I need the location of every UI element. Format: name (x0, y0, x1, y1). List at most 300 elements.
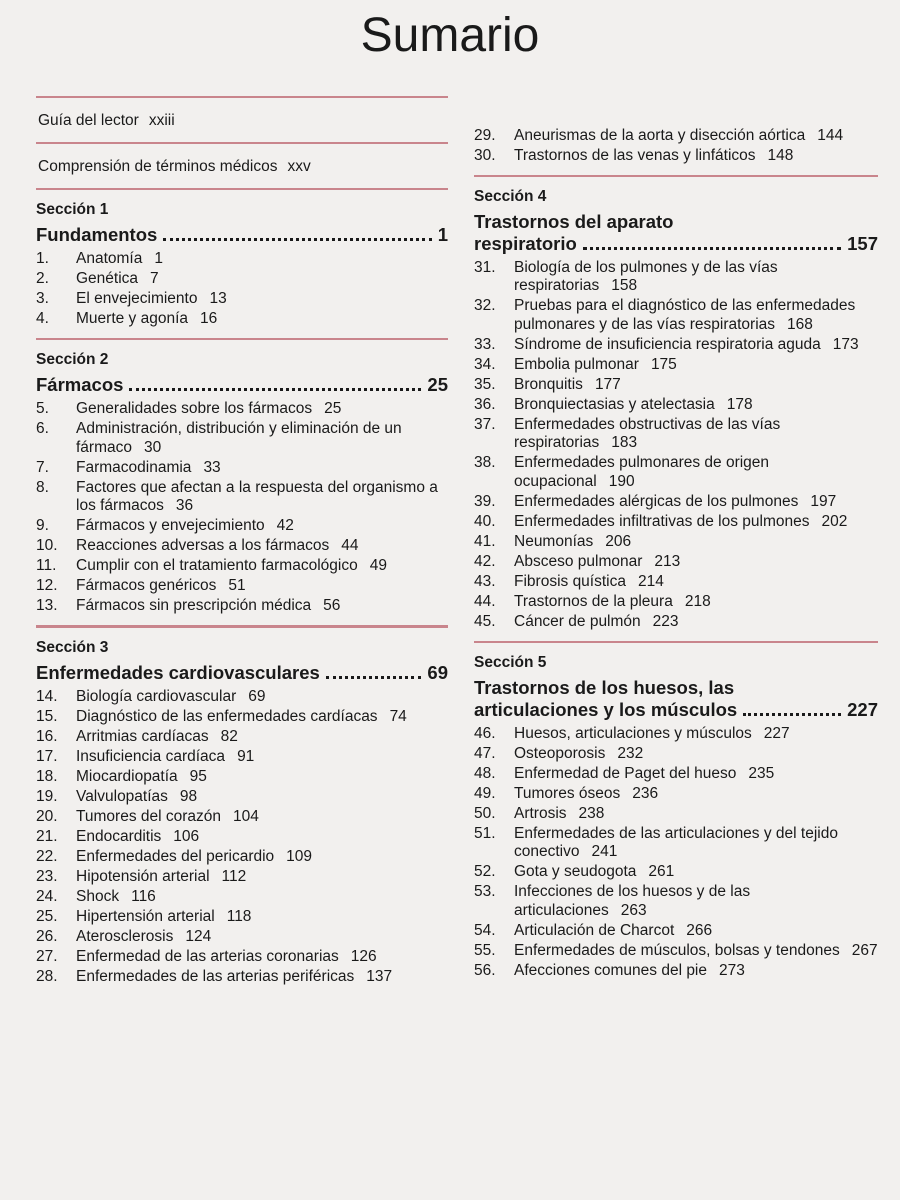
entry-text (76, 420, 448, 457)
entry-text (76, 908, 448, 927)
entry-title: Arritmias cardíacas (76, 728, 209, 745)
entry-page: 98 (179, 788, 198, 805)
entry-number: 22. (36, 848, 58, 865)
section-page: 227 (847, 698, 878, 720)
entry-text (514, 553, 878, 572)
entry-number: 32. (474, 297, 496, 314)
entry-number: 11. (36, 557, 57, 574)
entry-number: 6. (36, 420, 49, 437)
entry-title: Biología de los pulmones y de las vías respiratorias (514, 258, 778, 294)
entry-number: 55. (474, 941, 496, 959)
entry-page: 33 (203, 458, 221, 476)
section-title-line1: Trastornos de los huesos, las (474, 676, 735, 698)
entry-text (76, 577, 448, 596)
entry-page: 266 (686, 921, 713, 939)
entry-page: 175 (650, 355, 677, 373)
entry-text (76, 828, 448, 847)
toc-entry[interactable] (474, 863, 878, 882)
entry-title: Hipotensión arterial (76, 868, 210, 885)
entry-page: 118 (226, 908, 252, 925)
entry-page: 126 (350, 948, 377, 965)
entry-number: 35. (474, 375, 496, 393)
entry-page: 109 (286, 848, 313, 865)
entry-number: 44. (474, 592, 496, 610)
toc-guide[interactable] (36, 98, 448, 142)
toc-entry[interactable] (474, 922, 878, 941)
toc-entry[interactable] (36, 928, 448, 947)
section-title[interactable] (36, 374, 448, 396)
toc-entry[interactable] (36, 270, 448, 289)
toc-entry[interactable] (474, 454, 878, 491)
entry-text (76, 808, 448, 827)
entry-text (514, 942, 878, 961)
entry-number: 25. (36, 908, 58, 925)
entry-page: 69 (248, 688, 266, 705)
dot-leader (129, 388, 421, 391)
entry-title: Enfermedades infiltrativas de los pulmones (514, 512, 810, 530)
entry-title: Aneurismas de la aorta y disección aórtica (514, 126, 806, 144)
toc-entry[interactable] (36, 310, 448, 329)
entry-page: 51 (228, 577, 246, 594)
entry-page: 106 (173, 828, 200, 845)
entry-number: 23. (36, 868, 58, 885)
toc-entry[interactable] (36, 688, 448, 707)
section-label: Sección 1 (36, 201, 109, 218)
entry-list (36, 250, 448, 329)
entry-page: 263 (620, 901, 647, 919)
toc-entry[interactable] (474, 962, 878, 981)
entry-text (76, 400, 448, 419)
toc-terms-page: xxv (287, 158, 311, 175)
entry-page: 214 (637, 572, 664, 590)
toc-entry[interactable] (474, 493, 878, 512)
entry-page: 267 (851, 941, 878, 959)
entry-title: Enfermedad de Paget del hueso (514, 764, 737, 782)
toc-entry[interactable] (474, 825, 878, 862)
entry-page: 236 (632, 784, 659, 802)
entry-text (76, 788, 448, 807)
entry-title: Embolia pulmonar (514, 355, 639, 373)
entry-page: 112 (221, 868, 247, 885)
entry-title: Hipertensión arterial (76, 908, 215, 925)
entry-page: 144 (817, 126, 844, 144)
toc-entry[interactable] (474, 356, 878, 375)
entry-title: Enfermedades de las arterias periféricas (76, 968, 355, 985)
section-title-line1: Trastornos del aparato (474, 210, 674, 232)
entry-title: Enfermedades de las articulaciones y del tejido conectivo (514, 824, 838, 860)
toc-entry[interactable] (36, 708, 448, 727)
entry-title: Fármacos genéricos (76, 577, 217, 594)
entry-title: Genética (76, 270, 139, 287)
entry-text (514, 745, 878, 764)
toc-entry[interactable] (36, 868, 448, 887)
entry-text (514, 297, 878, 334)
entry-text (76, 270, 448, 289)
entry-text (76, 310, 448, 329)
toc-guide-page: xxiii (148, 112, 175, 129)
entry-title: Insuficiencia cardíaca (76, 748, 226, 765)
toc-entry[interactable] (474, 593, 878, 612)
toc-entry[interactable] (36, 728, 448, 747)
entry-number: 17. (36, 748, 58, 765)
entry-text (514, 493, 878, 512)
entry-title: Administración, distribución y eliminación de un fármaco (76, 420, 402, 456)
entry-title: Absceso pulmonar (514, 552, 643, 570)
entry-number: 3. (36, 290, 49, 307)
entry-text (76, 848, 448, 867)
entry-title: Valvulopatías (76, 788, 168, 805)
toc-entry[interactable] (474, 942, 878, 961)
entry-title: Tumores del corazón (76, 808, 222, 825)
dot-leader (326, 676, 422, 679)
section-title-line2: respiratorio (474, 232, 577, 254)
entry-number: 37. (474, 415, 496, 433)
entry-text (514, 922, 878, 941)
right-column (474, 96, 878, 982)
section-title-line2: articulaciones y los músculos (474, 698, 738, 720)
toc-entry[interactable] (474, 336, 878, 355)
toc-entry[interactable] (36, 250, 448, 269)
entry-number: 50. (474, 804, 496, 822)
entry-text (514, 513, 878, 532)
entry-number: 2. (36, 270, 49, 287)
entry-title: El envejecimiento (76, 290, 198, 307)
entry-page: 56 (323, 597, 341, 614)
entry-text (514, 883, 878, 920)
entry-text (514, 805, 878, 824)
entry-page: 238 (578, 804, 605, 822)
toc-guide-text: Guía del lector (38, 112, 139, 129)
page-title: Sumario (360, 9, 540, 62)
entry-number: 43. (474, 572, 496, 590)
entry-number: 28. (36, 968, 58, 985)
section-label: Sección 4 (474, 187, 547, 205)
section-title-text: Fármacos (36, 374, 124, 395)
entry-text (76, 748, 448, 767)
toc-entry[interactable] (474, 396, 878, 415)
entry-title: Enfermedades alérgicas de los pulmones (514, 492, 799, 510)
toc-entry[interactable] (474, 127, 878, 146)
toc-entry[interactable] (36, 828, 448, 847)
entry-text (514, 573, 878, 592)
entry-text (76, 597, 448, 616)
entry-page: 241 (591, 843, 618, 860)
entry-page: 261 (648, 863, 675, 880)
entry-page: 183 (611, 434, 638, 451)
entry-number: 29. (474, 126, 496, 144)
section-title-text: Enfermedades cardiovasculares (36, 662, 320, 683)
entry-text (76, 290, 448, 309)
entry-page: 232 (617, 744, 644, 762)
toc-entry[interactable] (474, 533, 878, 552)
divider (474, 175, 878, 177)
entry-list (36, 688, 448, 987)
entry-title: Trastornos de las venas y linfáticos (514, 146, 756, 164)
section-title-text: Fundamentos (36, 224, 158, 245)
entry-text (514, 376, 878, 395)
entry-number: 34. (474, 355, 496, 373)
entry-text (76, 479, 448, 516)
entry-page: 13 (209, 290, 227, 307)
toc-entry[interactable] (36, 908, 448, 927)
entry-title: Factores que afectan a la respuesta del organismo a los fármacos (76, 478, 438, 514)
entry-page: 82 (220, 728, 238, 745)
entry-page: 104 (233, 808, 259, 825)
entry-title: Osteoporosis (514, 744, 606, 762)
entry-text (76, 728, 448, 747)
entry-number: 41. (474, 532, 496, 550)
toc-entry[interactable] (36, 768, 448, 787)
toc-entry[interactable] (474, 805, 878, 824)
entry-text (514, 336, 878, 355)
toc-entry[interactable] (36, 577, 448, 596)
entry-title: Generalidades sobre los fármacos (76, 400, 313, 417)
entry-title: Fibrosis quística (514, 572, 626, 590)
entry-title: Huesos, articulaciones y músculos (514, 724, 752, 742)
entry-text (514, 356, 878, 375)
toc-entry[interactable] (36, 400, 448, 419)
entry-title: Enfermedades pulmonares de origen ocupacional (514, 454, 770, 490)
toc-entry[interactable] (36, 479, 448, 516)
entry-title: Artrosis (514, 804, 567, 822)
entry-page: 16 (200, 310, 218, 327)
entry-page: 95 (189, 768, 207, 785)
toc-entry[interactable] (474, 513, 878, 532)
entry-page: 173 (832, 335, 859, 353)
entry-page: 1 (154, 250, 163, 267)
entry-number: 18. (36, 768, 58, 785)
entry-number: 53. (474, 883, 496, 900)
entry-number: 12. (36, 577, 58, 594)
section-1 (36, 200, 448, 329)
entry-title: Pruebas para el diagnóstico de las enfermedades pulmonares y de las vías respiratorias (514, 297, 856, 333)
toc-entry[interactable] (474, 613, 878, 632)
entry-page: 42 (276, 517, 294, 534)
dot-leader (163, 238, 431, 241)
toc-terms[interactable] (36, 144, 448, 188)
entry-number: 47. (474, 744, 496, 762)
entry-page: 137 (366, 968, 393, 985)
entry-number: 49. (474, 784, 496, 802)
entry-number: 9. (36, 517, 49, 534)
section-label: Sección 3 (36, 639, 109, 656)
entry-list (474, 127, 878, 166)
entry-title: Infecciones de los huesos y de las articulaciones (514, 883, 751, 919)
entry-page: 190 (608, 472, 635, 490)
toc-entry[interactable] (36, 848, 448, 867)
toc-entry[interactable] (474, 147, 878, 166)
entry-title: Farmacodinamia (76, 458, 192, 476)
entry-title: Miocardiopatía (76, 768, 178, 785)
toc-entry[interactable] (36, 948, 448, 967)
entry-page: 25 (324, 400, 342, 417)
section-page: 69 (427, 662, 448, 683)
entry-text (514, 962, 878, 981)
entry-number: 5. (36, 400, 49, 417)
entry-page: 168 (787, 315, 813, 333)
toc-entry[interactable] (36, 597, 448, 616)
entry-page: 158 (611, 277, 638, 294)
section-title[interactable] (474, 211, 878, 255)
toc-entry[interactable] (474, 376, 878, 395)
left-column (36, 96, 448, 988)
entry-number: 40. (474, 512, 496, 530)
entry-title: Enfermedad de las arterias coronarias (76, 948, 339, 965)
entry-title: Enfermedades obstructivas de las vías respiratorias (514, 415, 781, 451)
entry-number: 7. (36, 458, 49, 476)
entry-page: 235 (748, 764, 775, 782)
entry-number: 26. (36, 928, 58, 945)
toc-entry[interactable] (36, 788, 448, 807)
toc-entry[interactable] (474, 765, 878, 784)
entry-text (76, 768, 448, 787)
entry-title: Gota y seudogota (514, 863, 637, 880)
entry-title: Fármacos sin prescripción médica (76, 597, 312, 614)
entry-list (36, 400, 448, 616)
entry-text (514, 785, 878, 804)
toc-entry[interactable] (36, 808, 448, 827)
entry-title: Endocarditis (76, 828, 162, 845)
toc-entry[interactable] (36, 517, 448, 536)
entry-number: 36. (474, 395, 496, 413)
entry-number: 20. (36, 808, 58, 825)
toc-entry[interactable] (474, 573, 878, 592)
dot-leader (743, 713, 841, 716)
entry-text (514, 396, 878, 415)
entry-text (76, 968, 448, 987)
entry-text (76, 517, 448, 536)
entry-title: Enfermedades de músculos, bolsas y tendones (514, 941, 840, 959)
entry-text (514, 613, 878, 632)
entry-text (514, 863, 878, 882)
toc-entry[interactable] (36, 748, 448, 767)
entry-number: 1. (36, 250, 49, 267)
entry-title: Trastornos de la pleura (514, 592, 673, 610)
section-title[interactable] (474, 677, 878, 721)
section-page: 157 (847, 232, 878, 254)
dot-leader (583, 247, 841, 250)
divider (36, 338, 448, 340)
toc-entry[interactable] (36, 459, 448, 478)
entry-title: Muerte y agonía (76, 310, 189, 327)
toc-entry[interactable] (474, 553, 878, 572)
entry-text (76, 557, 448, 576)
entry-page: 116 (131, 888, 156, 905)
entry-text (514, 259, 878, 296)
toc-entry[interactable] (474, 745, 878, 764)
entry-number: 15. (36, 708, 58, 725)
section-2 (36, 350, 448, 616)
entry-text (76, 888, 448, 907)
toc-entry[interactable] (36, 557, 448, 576)
entry-page: 30 (144, 438, 162, 456)
toc-entry[interactable] (36, 420, 448, 457)
toc-entry[interactable] (474, 259, 878, 296)
entry-page: 177 (594, 375, 621, 393)
entry-number: 27. (36, 948, 58, 965)
entry-text (514, 765, 878, 784)
entry-page: 124 (185, 928, 212, 945)
section-title[interactable] (36, 224, 448, 246)
toc-entry[interactable] (36, 290, 448, 309)
section-title[interactable] (36, 662, 448, 684)
entry-page: 218 (684, 592, 711, 610)
entry-number: 56. (474, 961, 496, 979)
toc-terms-text: Comprensión de términos médicos (38, 158, 278, 175)
section-label: Sección 2 (36, 351, 109, 368)
entry-text (514, 533, 878, 552)
entry-page: 178 (726, 395, 753, 413)
entry-number: 24. (36, 888, 58, 905)
toc-entry[interactable] (474, 883, 878, 920)
entry-list (474, 725, 878, 981)
entry-list (474, 259, 878, 632)
entry-number: 52. (474, 863, 496, 880)
entry-number: 8. (36, 478, 49, 496)
entry-text (514, 825, 878, 862)
entry-text (76, 250, 448, 269)
entry-title: Aterosclerosis (76, 928, 174, 945)
entry-number: 39. (474, 492, 496, 510)
toc-entry[interactable] (36, 888, 448, 907)
entry-number: 51. (474, 824, 496, 842)
entry-title: Reacciones adversas a los fármacos (76, 537, 330, 554)
entry-title: Enfermedades del pericardio (76, 848, 275, 865)
entry-title: Diagnóstico de las enfermedades cardíacas (76, 708, 378, 725)
entry-page: 273 (719, 961, 745, 979)
entry-title: Biología cardiovascular (76, 688, 237, 705)
entry-title: Shock (76, 888, 120, 905)
entry-number: 46. (474, 724, 496, 742)
entry-page: 74 (389, 708, 407, 725)
toc-entry[interactable] (36, 537, 448, 556)
entry-number: 14. (36, 688, 58, 705)
divider (36, 625, 448, 628)
toc-entry[interactable] (474, 297, 878, 334)
entry-number: 45. (474, 612, 496, 630)
entry-title: Síndrome de insuficiencia respiratoria aguda (514, 335, 821, 353)
entry-page: 227 (763, 724, 790, 742)
toc-entry[interactable] (474, 725, 878, 744)
entry-page: 197 (810, 492, 837, 510)
entry-number: 42. (474, 552, 496, 570)
entry-title: Articulación de Charcot (514, 921, 675, 939)
entry-text (514, 593, 878, 612)
entry-number: 48. (474, 764, 496, 782)
entry-text (514, 147, 878, 166)
toc-entry[interactable] (36, 968, 448, 987)
entry-number: 19. (36, 788, 58, 805)
entry-title: Bronquiectasias y atelectasia (514, 395, 715, 413)
section-label: Sección 5 (474, 653, 547, 671)
toc-entry[interactable] (474, 785, 878, 804)
entry-page: 49 (369, 557, 387, 574)
entry-number: 13. (36, 597, 58, 614)
entry-number: 54. (474, 921, 496, 939)
entry-title: Afecciones comunes del pie (514, 961, 708, 979)
entry-title: Cáncer de pulmón (514, 612, 641, 630)
entry-text (76, 688, 448, 707)
entry-number: 4. (36, 310, 49, 327)
section-page: 1 (437, 224, 448, 245)
entry-page: 213 (654, 552, 681, 570)
entry-title: Bronquitis (514, 375, 583, 393)
divider (36, 188, 448, 190)
entry-title: Neumonías (514, 532, 594, 550)
section-3 (36, 638, 448, 987)
toc-entry[interactable] (474, 416, 878, 453)
section-page: 25 (427, 374, 448, 395)
